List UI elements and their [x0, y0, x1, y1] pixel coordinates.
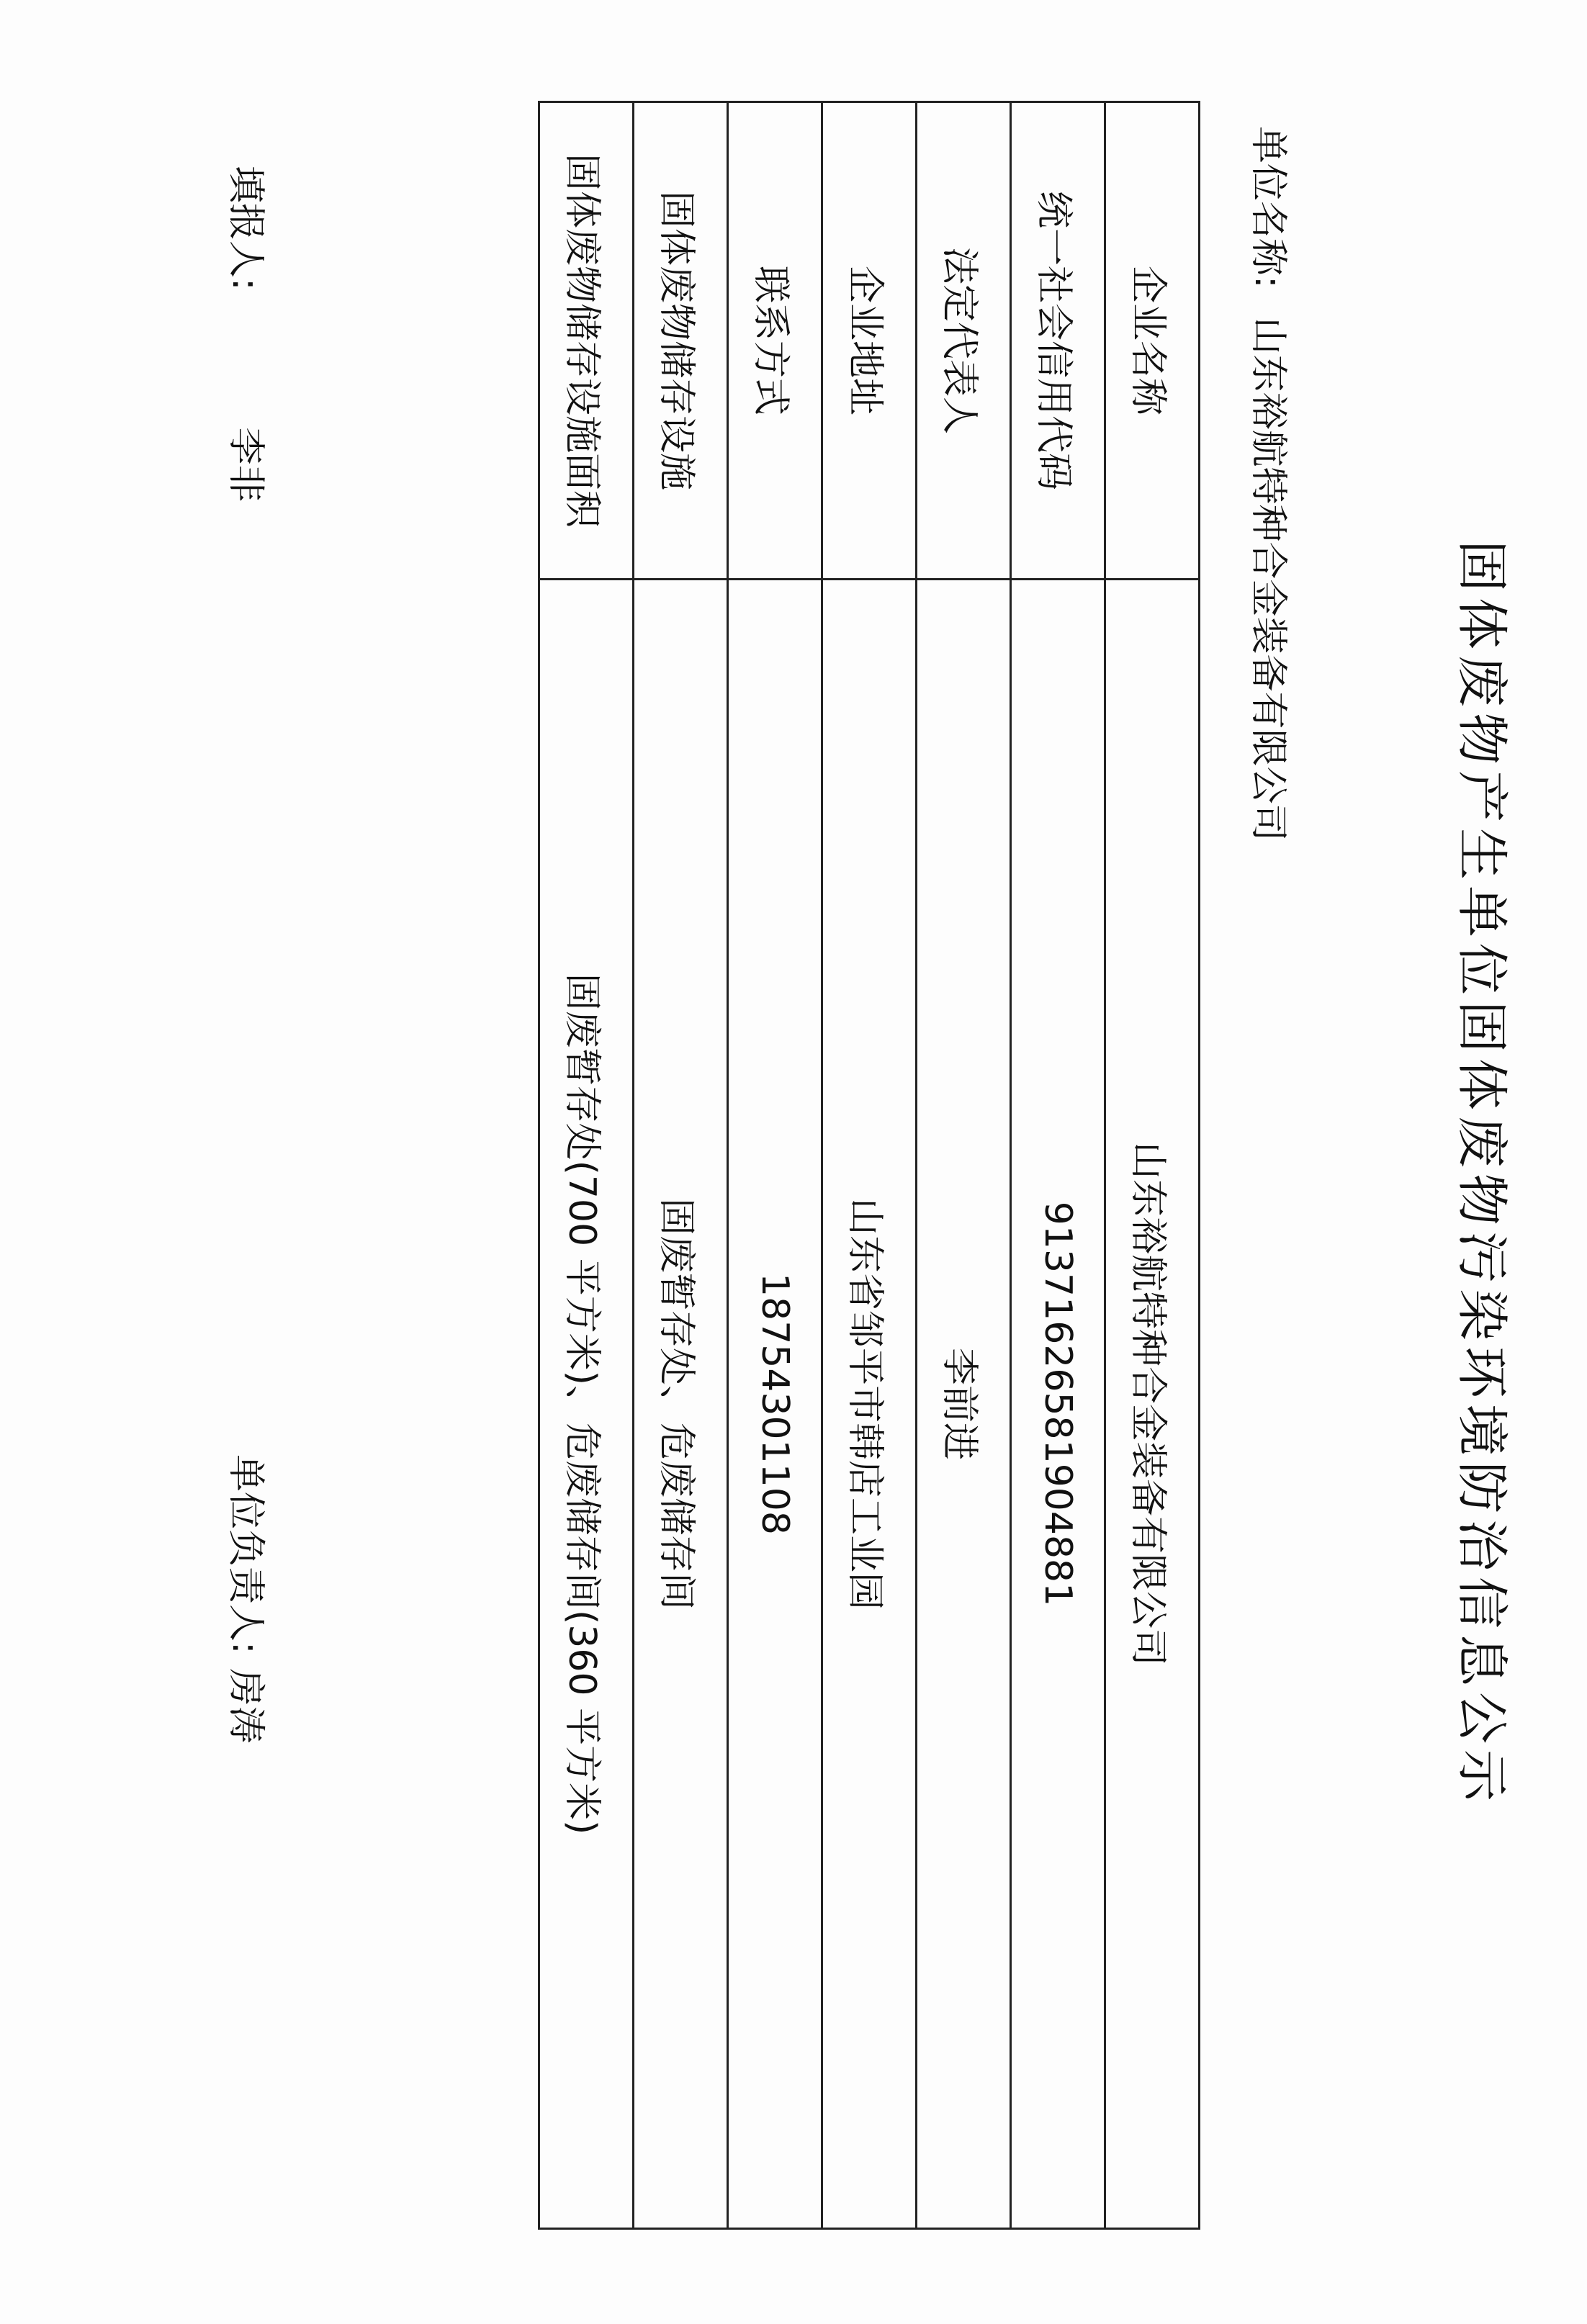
responsible-name: 房涛 [224, 1668, 267, 1744]
table-row [728, 102, 822, 2229]
table-row [634, 102, 728, 2229]
filler-name: 李非 [224, 427, 267, 503]
unit-name-value: 山东裕航特种合金装备有限公司 [1246, 317, 1290, 842]
row-label-storage-area: 固体废物储存设施面积 [539, 102, 634, 580]
unit-name-label: 单位名称: [1246, 126, 1290, 289]
unit-name-line [1245, 126, 1299, 842]
row-value-address: 山东省邹平市韩店工业园 [822, 580, 917, 2229]
row-label-contact: 联系方式 [728, 102, 822, 580]
row-label-credit-code: 统一社会信用代码 [1011, 102, 1105, 580]
responsible-line [222, 1454, 277, 1744]
table-row [539, 102, 634, 2229]
document-title: 固体废物产生单位固体废物污染环境防治信息公示 [1452, 539, 1512, 1807]
row-value-credit-code: 91371626581904881 [1011, 580, 1105, 2229]
row-value-company-name: 山东裕航特种合金装备有限公司 [1105, 580, 1200, 2229]
row-value-storage-facility: 固废暂存处、危废储存间 [634, 580, 728, 2229]
table-row [1105, 102, 1200, 2229]
row-label-company-name: 企业名称 [1105, 102, 1200, 580]
filler-label: 填报人: [224, 166, 267, 291]
table-row [1011, 102, 1105, 2229]
table-row [917, 102, 1011, 2229]
filler-line [222, 166, 277, 503]
row-value-contact: 18754301108 [728, 580, 822, 2229]
row-label-legal-rep: 法定代表人 [917, 102, 1011, 580]
row-value-storage-area: 固废暂存处(700 平方米)、危废储存间(360 平方米) [539, 580, 634, 2229]
row-label-address: 企业地址 [822, 102, 917, 580]
info-table [538, 101, 1200, 2230]
table-row [822, 102, 917, 2229]
row-value-legal-rep: 李前进 [917, 580, 1011, 2229]
row-label-storage-facility: 固体废物储存设施 [634, 102, 728, 580]
responsible-label: 单位负责人: [224, 1454, 267, 1654]
